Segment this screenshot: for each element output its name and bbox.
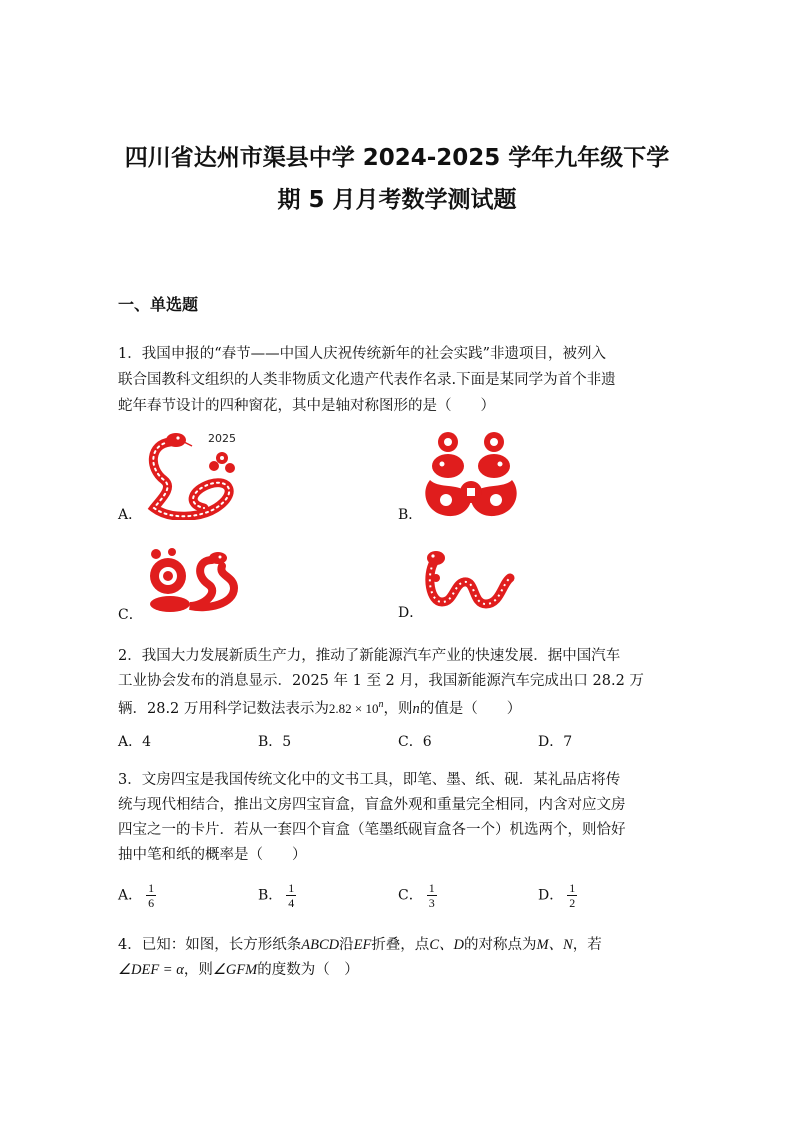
q3-option-a-fraction: [146, 882, 156, 909]
q3-option-d-fraction: [567, 882, 577, 909]
q3-option-c-label: C．: [398, 887, 423, 904]
q1-text-line-3: 蛇年春节设计的四种窗花，其中是轴对称图形的是（ ）: [118, 398, 495, 414]
q3-text-line-4: 抽中笔和纸的概率是（ ）: [118, 847, 307, 863]
q4-angle-def: ∠DEF = α: [118, 962, 184, 978]
q2-text-line-1: 2．我国大力发展新质生产力，推动了新能源汽车产业的快速发展．据中国汽车: [118, 648, 621, 664]
q2-sci-exponent: n: [378, 699, 384, 710]
q3-option-b-label: B．: [258, 887, 283, 904]
exam-title-line-2: 期 5 月月考数学测试题: [277, 187, 517, 213]
q2-sci-base: 2.82 × 10: [328, 700, 379, 716]
q2-option-c[interactable]: C．6: [398, 734, 432, 750]
q3-option-b-fraction: [286, 882, 296, 909]
q4-points-mn: M、N: [536, 937, 573, 953]
q2-option-a[interactable]: A．4: [118, 734, 152, 750]
q3-option-c[interactable]: [398, 882, 437, 909]
q4-along: 沿: [339, 937, 354, 953]
snake-paper-cut-c-image: [142, 546, 242, 616]
q1-option-c-label[interactable]: C．: [118, 607, 143, 623]
q3-text-line-3: 四宝之一的卡片．若从一套四个盲盒（笔墨纸砚盲盒各一个）机选两个，则恰好: [118, 822, 626, 838]
q2-option-b[interactable]: B．5: [258, 734, 292, 750]
q4-if: ，若: [572, 937, 602, 953]
snake-paper-cut-a-image: [140, 428, 250, 520]
q4-text-line-2: [118, 957, 688, 983]
q3-option-b[interactable]: [258, 882, 296, 909]
q4-line-ef: EF: [353, 937, 372, 953]
q3-option-a-numerator: 1: [148, 881, 155, 895]
q1-option-d-label[interactable]: D．: [398, 605, 424, 621]
q3-option-a-denominator: 6: [148, 896, 155, 910]
q4-angle-gfm: ∠GFM: [212, 962, 258, 978]
q2-sci-notation: [329, 701, 384, 717]
q4-symmetric: 的对称点为: [463, 937, 537, 953]
q3-option-c-numerator: 1: [428, 881, 435, 895]
q2-text-line-2: 工业协会发布的消息显示．2025 年 1 至 2 月，我国新能源汽车完成出口 28.2 万: [118, 673, 644, 689]
q3-option-c-fraction: [427, 882, 437, 909]
q3-text-line-2: 统与现代相结合，推出文房四宝盲盒，盲盒外观和重量完全相同，内含对应文房: [118, 797, 626, 813]
q1-option-a-label[interactable]: A．: [118, 507, 143, 523]
q2-line-3-suffix: 的值是（ ）: [419, 700, 522, 717]
snake-paper-cut-b-image: [416, 428, 526, 520]
q4-prefix: 4．已知：如图，长方形纸条: [118, 937, 302, 953]
q3-option-a-label: A．: [118, 887, 143, 904]
q2-text-line-3: [118, 692, 688, 722]
q1-text-line-1: 1．我国申报的“春节——中国人庆祝传统新年的社会实践”非遗项目，被列入: [118, 346, 607, 362]
q2-line-3-mid: ，则: [383, 700, 413, 717]
section-heading-single-choice: 一、单选题: [118, 295, 199, 314]
q2-line-3-prefix: 辆．28.2 万用科学记数法表示为: [118, 700, 329, 717]
q1-text-line-2: 联合国教科文组织的人类非物质文化遗产代表作名录.下面是某同学为首个非遗: [118, 372, 616, 388]
q3-option-c-denominator: 3: [428, 896, 435, 910]
q3-option-b-numerator: 1: [288, 881, 295, 895]
q3-option-d-denominator: 2: [569, 896, 576, 910]
q4-points-cd: C、D: [429, 937, 464, 953]
q1-option-b-label[interactable]: B．: [398, 507, 423, 523]
q2-variable-n: n: [412, 700, 420, 717]
q3-option-d-numerator: 1: [569, 881, 576, 895]
snake-a-year-text: 2025: [208, 432, 236, 445]
q2-option-d[interactable]: D．7: [538, 734, 573, 750]
q3-text-line-1: 3．文房四宝是我国传统文化中的文书工具，即笔、墨、纸、砚．某礼品店将传: [118, 772, 621, 788]
q3-option-a[interactable]: [118, 882, 156, 909]
q4-text-line-1: [118, 932, 688, 958]
exam-title-line-1: 四川省达州市渠县中学 2024-2025 学年九年级下学: [124, 145, 670, 171]
q4-rect-abcd: ABCD: [301, 937, 340, 953]
q3-option-d-label: D．: [538, 887, 564, 904]
q4-suffix: 的度数为（ ）: [257, 962, 359, 978]
q3-option-d[interactable]: [538, 882, 577, 909]
q4-then: ，则: [183, 962, 213, 978]
q3-option-b-denominator: 4: [288, 896, 295, 910]
q4-fold: 折叠，点: [371, 937, 430, 953]
snake-paper-cut-d-image: [420, 548, 520, 614]
